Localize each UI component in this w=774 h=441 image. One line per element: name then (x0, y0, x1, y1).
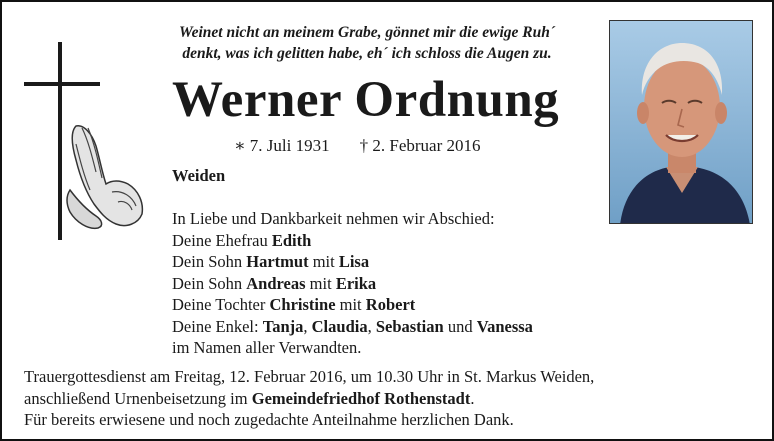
service-line-1: Trauergottesdienst am Freitag, 12. Februar 2016, um 10.30 Uhr in St. Markus Weiden, (24, 367, 595, 386)
quote-line-1: Weinet nicht an meinem Grabe, gönnet mir die ewige Ruh´ (178, 24, 556, 41)
relative-name: Andreas (246, 273, 306, 293)
family-row-son-1 (172, 251, 533, 273)
relative-name: Sebastian (375, 316, 444, 336)
praying-hands-icon (62, 120, 150, 232)
relative-name: Edith (271, 230, 312, 250)
family-intro: In Liebe und Dankbarkeit nehmen wir Abschied: (172, 209, 495, 228)
birth-date: ∗ 7. Juli 1931 (234, 136, 330, 155)
death-date: † 2. Februar 2016 (359, 136, 481, 155)
connector: mit (305, 273, 336, 293)
relation-label: Dein Sohn (172, 273, 247, 293)
family-relatives: im Namen aller Verwandten. (172, 338, 362, 357)
relation-label: Deine Enkel: (172, 316, 263, 336)
relation-label: Deine Tochter (172, 295, 270, 314)
connector: mit (308, 252, 339, 271)
cemetery-name: Gemeindefriedhof Rothenstadt (251, 388, 471, 408)
connector: , (303, 316, 312, 336)
service-info (24, 366, 594, 431)
life-dates (234, 136, 481, 156)
relative-name: Tanja (262, 316, 304, 336)
deceased-name: Werner Ordnung (172, 72, 560, 128)
relative-name: Vanessa (476, 316, 533, 336)
quote-line-2: denkt, was ich gelitten habe, eh´ ich schloss die Augen zu. (182, 45, 552, 62)
relative-name: Claudia (311, 316, 368, 336)
family-row-wife (172, 230, 533, 252)
relative-name: Hartmut (246, 252, 309, 271)
relative-name: Erika (335, 273, 377, 293)
relation-label: Deine Ehefrau (172, 230, 272, 250)
service-text: anschließend Urnenbeisetzung im (24, 388, 252, 408)
family-row-grandchildren (172, 316, 533, 338)
service-text: . (470, 388, 475, 408)
family-list (172, 208, 533, 359)
place: Weiden (172, 166, 226, 185)
connector: und (443, 316, 477, 336)
connector: mit (335, 295, 366, 314)
service-line-2 (24, 388, 594, 410)
thanks-line: Für bereits erwiesene und noch zugedachte Anteilnahme herzlichen Dank. (24, 410, 514, 429)
relative-name: Robert (365, 295, 416, 314)
relative-name: Lisa (338, 252, 370, 271)
connector: , (367, 316, 376, 336)
portrait-illustration (610, 21, 753, 224)
family-row-daughter (172, 294, 533, 316)
relation-label: Dein Sohn (172, 252, 247, 271)
portrait-photo (609, 20, 753, 224)
family-row-son-2 (172, 273, 533, 295)
relative-name: Christine (269, 295, 336, 314)
quote (142, 22, 592, 64)
